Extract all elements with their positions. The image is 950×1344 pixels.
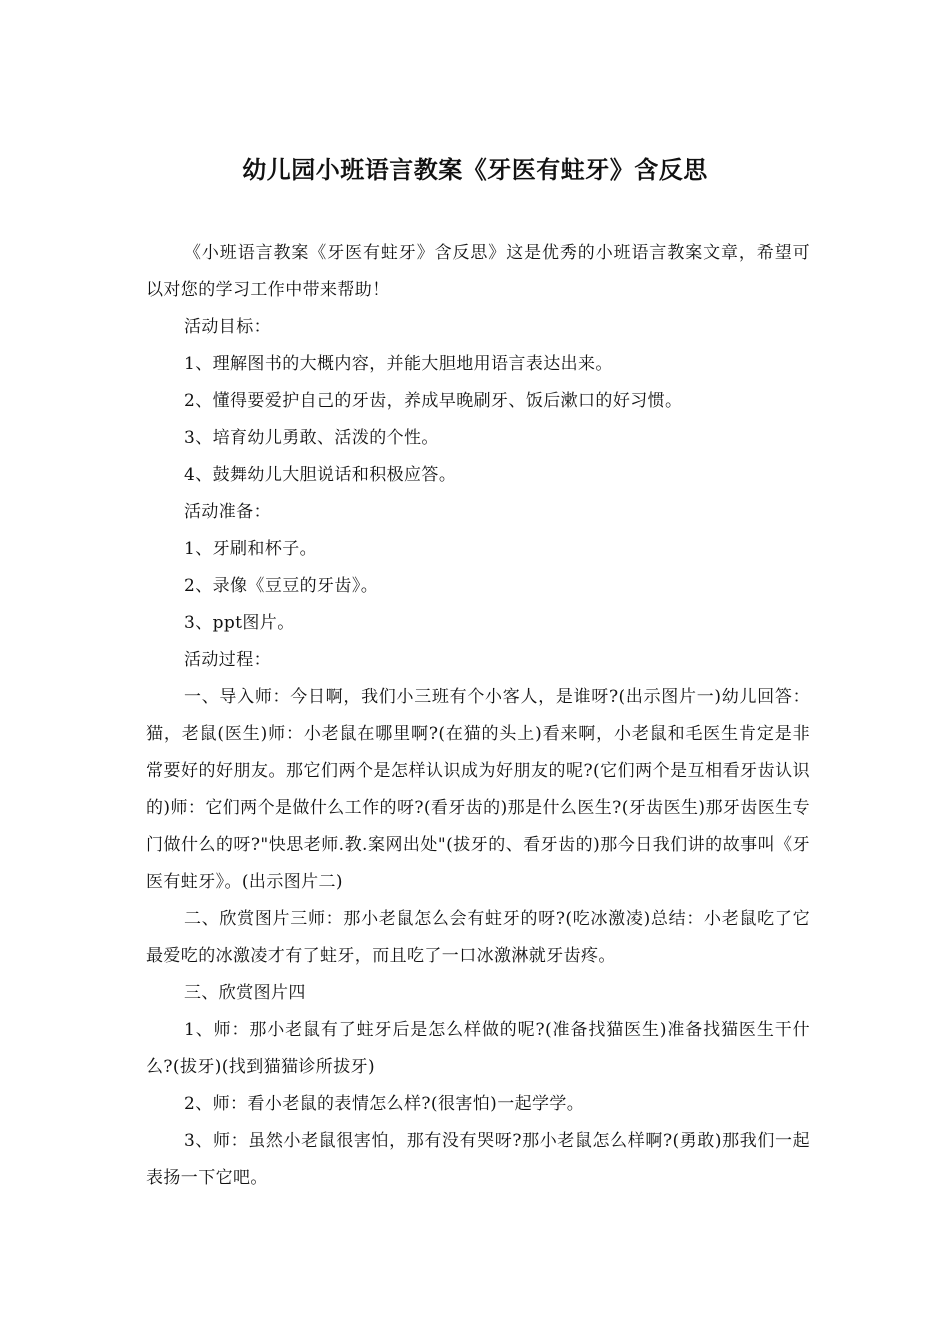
process-paragraph: 2、师：看小老鼠的表情怎么样?(很害怕)一起学学。 [184, 1094, 585, 1114]
process-paragraph: 二、欣赏图片三师：那小老鼠怎么会有蛀牙的呀?(吃冰激凌)总结：小老鼠吃了它最爱吃的冰激凌才有了蛀牙，而且吃了一口冰激淋就牙齿疼。 [146, 909, 810, 966]
process-paragraph: 3、师：虽然小老鼠很害怕，那有没有哭呀?那小老鼠怎么样啊?(勇敢)那我们一起表扬一下它吧。 [146, 1131, 810, 1188]
process-paragraph: 一、导入师：今日啊，我们小三班有个小客人，是谁呀?(出示图片一)幼儿回答：猫，老鼠(医生)师：小老鼠在哪里啊?(在猫的头上)看来啊，小老鼠和毛医生肯定是非常要好的好朋友。那它们两个是怎样认识成为好朋友的呢?(它们两个是互相看牙齿认识的)师：它们两个是做什么工作的呀?(看牙齿的)那是什么医生?(牙齿医生)那牙齿医生专门做什么的呀?"快思老师.教.案网出处"(拔牙的、看牙齿的)那今日我们讲的故事叫《牙医有蛀牙》。(出示图片二) [146, 687, 810, 892]
goal-item: 4、鼓舞幼儿大胆说话和积极应答。 [184, 465, 457, 485]
goal-item: 2、懂得要爱护自己的牙齿，养成早晚刷牙、饭后漱口的好习惯。 [184, 391, 683, 411]
preparation-item: 3、ppt图片。 [184, 613, 295, 633]
goal-item: 1、理解图书的大概内容，并能大胆地用语言表达出来。 [184, 354, 613, 374]
goal-item: 3、培育幼儿勇敢、活泼的个性。 [184, 428, 439, 448]
page-title: 幼儿园小班语言教案《牙医有蛀牙》含反思 [242, 156, 708, 184]
preparation-item: 1、牙刷和杯子。 [184, 539, 318, 559]
intro-paragraph: 《小班语言教案《牙医有蛀牙》含反思》这是优秀的小班语言教案文章，希望可以对您的学习工作中带来帮助！ [146, 243, 810, 300]
process-paragraph: 三、欣赏图片四 [184, 983, 306, 1003]
section-heading-preparation: 活动准备： [184, 502, 271, 522]
section-heading-process: 活动过程： [184, 650, 271, 670]
document-body [146, 235, 810, 1197]
preparation-item: 2、录像《豆豆的牙齿》。 [184, 576, 379, 596]
section-heading-goals: 活动目标： [184, 317, 271, 337]
process-paragraph: 1、师：那小老鼠有了蛀牙后是怎么样做的呢?(准备找猫医生)准备找猫医生干什么?(拔牙)(找到猫猫诊所拔牙) [146, 1020, 810, 1077]
